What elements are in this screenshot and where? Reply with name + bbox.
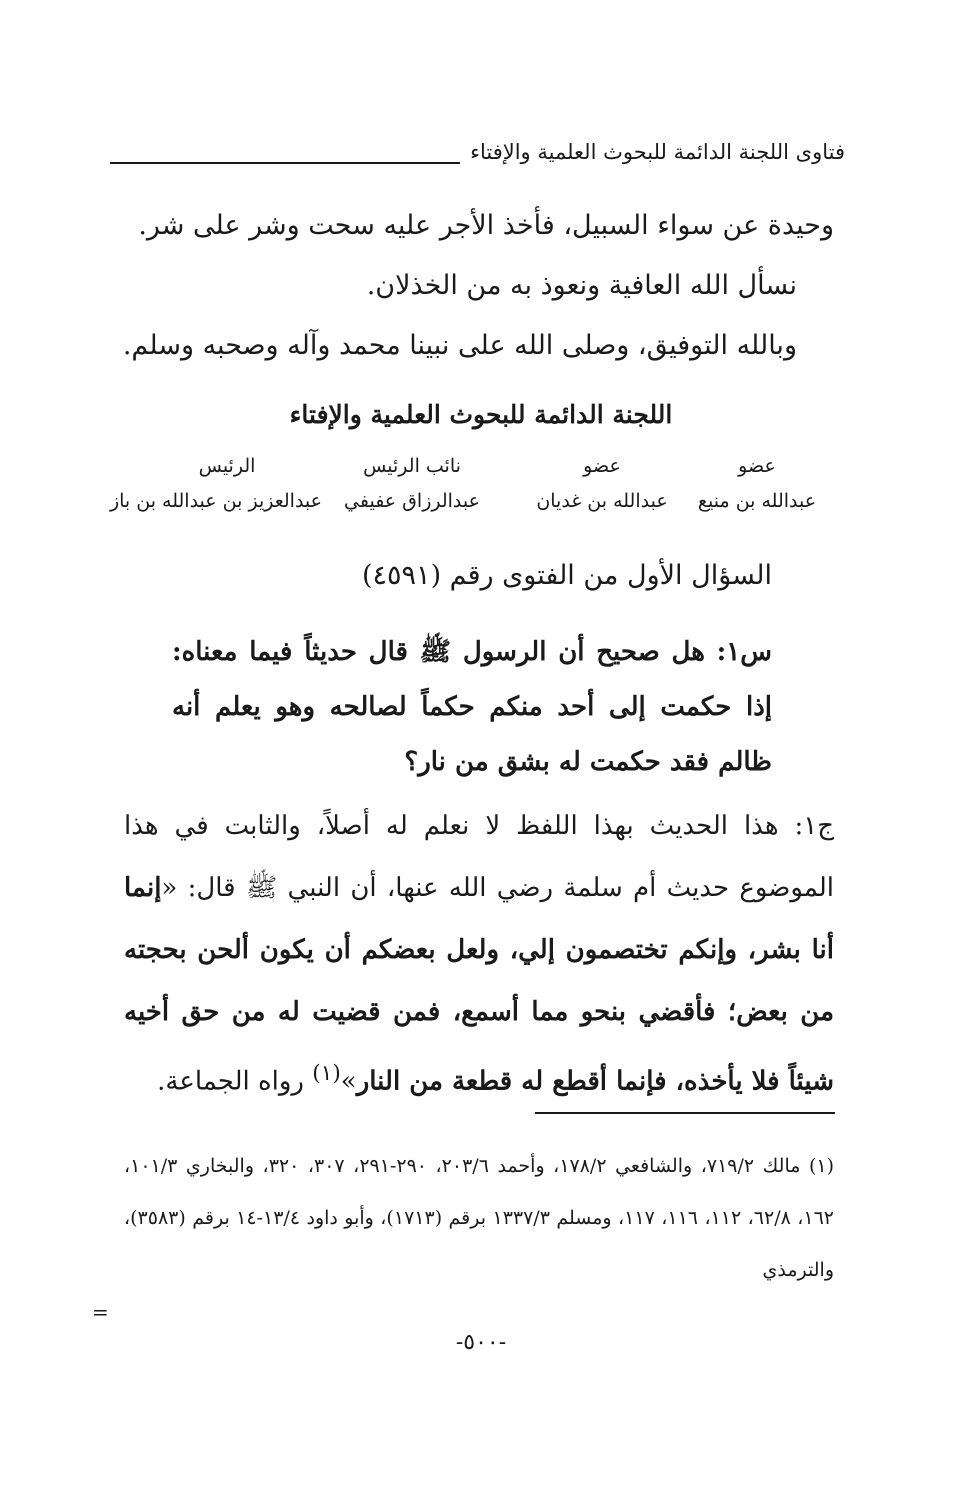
intro-line-2: نسأل الله العافية ونعوذ به من الخذلان.	[366, 270, 797, 301]
answer-tail: رواه الجماعة.	[157, 1066, 313, 1097]
member-name: عبدالعزيز بن عبدالله بن باز	[109, 490, 322, 512]
member-role: عضو	[583, 455, 621, 477]
committee-title: اللجنة الدائمة للبحوث العلمية والإفتاء	[289, 400, 673, 429]
intro-line-3: وبالله التوفيق، وصلى الله على نبينا محمد وآله وصحبه وسلم.	[122, 330, 797, 361]
header-rule	[110, 162, 460, 164]
intro-line-1: وحيدة عن سواء السبيل، فأخذ الأجر عليه سحت وشر على شر.	[138, 210, 834, 241]
member-role: الرئيس	[198, 455, 256, 477]
hadith-text: إنما أنا بشر، وإنكم تختصمون إلي، ولعل بعضكم أن يكون ألحن بحجته من بعض؛ فأقضي بنحو مما أسمع، فمن قضيت له من حق أخيه شيئاً فلا يأخذه، فإنما أقطع له قطعة من النار	[124, 873, 834, 1097]
answer-paragraph	[124, 795, 834, 1113]
running-header-title: فتاوى اللجنة الدائمة للبحوث العلمية والإفتاء	[470, 140, 845, 164]
answer-intro: ج١: هذا الحديث بهذا اللفظ لا نعلم له أصلاً، والثابت في هذا الموضوع حديث أم سلمة رضي الله عنها، أن النبي ﷺ قال: «	[124, 811, 834, 903]
footnote-rule	[535, 1112, 835, 1114]
quote-close: »	[340, 1066, 357, 1097]
member-role: عضو	[738, 455, 776, 477]
member-role: نائب الرئيس	[363, 455, 461, 477]
footnote-ref: (١)	[312, 1061, 341, 1086]
question-text: س١: هل صحيح أن الرسول ﷺ قال حديثاً فيما معناه: إذا حكمت إلى أحد منكم حكماً لصالحه وهو يعلم أنه ظالم فقد حكمت له بشق من نار؟	[172, 637, 772, 777]
page-number: -٥٠٠-	[455, 1330, 507, 1355]
footnote-text: (١) مالك ٧١٩/٢، والشافعي ١٧٨/٢، وأحمد ٢٠٣/٦، ٢٩٠-٢٩١، ٣٠٧، ٣٢٠، والبخاري ١٠١/٣، ١٦٢، ٦٢/٨، ١١٢، ١١٦، ١١٧، ومسلم ١٣٣٧/٣ برقم (١٧١٣)، وأبو داود ١٣/٤-١٤ برقم (٣٥٨٣)، والترمذي	[124, 1155, 835, 1281]
running-header	[110, 140, 845, 180]
continuation-marker: =	[92, 1300, 109, 1324]
member-name: عبدالرزاق عفيفي	[344, 490, 480, 512]
member-name: عبدالله بن غديان	[536, 490, 668, 512]
fatwa-heading: السؤال الأول من الفتوى رقم (٤٥٩١)	[362, 560, 772, 591]
member-name: عبدالله بن منيع	[697, 490, 817, 512]
